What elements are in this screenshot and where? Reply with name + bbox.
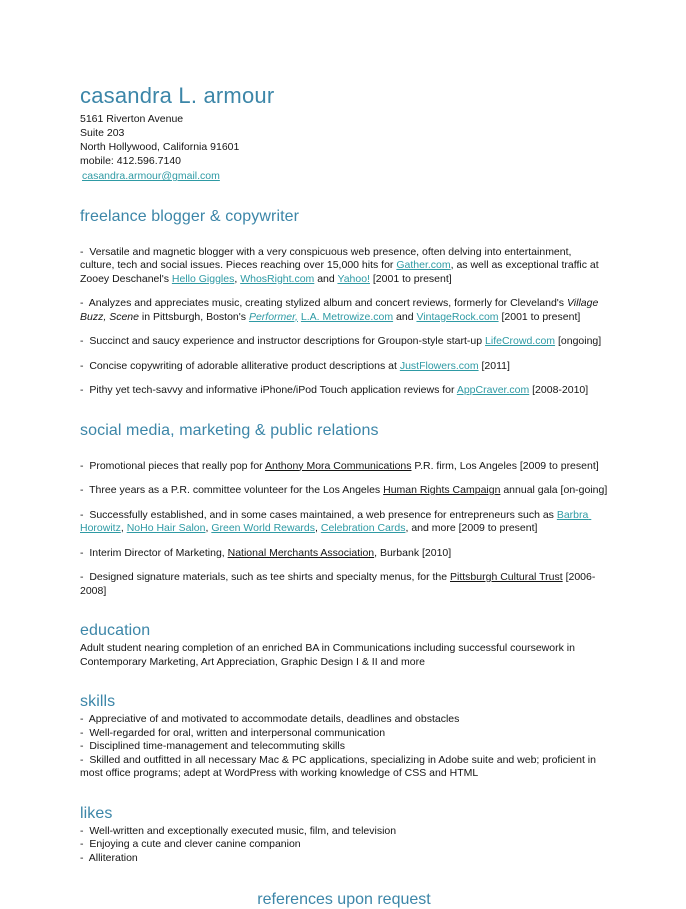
- text-run: and: [393, 310, 417, 323]
- text-run: - Succinct and saucy experience and instructor descriptions for Groupon-style start-up: [80, 335, 486, 347]
- link-justflowers-com[interactable]: JustFlowers.com: [399, 359, 479, 372]
- section-likes: [80, 805, 608, 866]
- bullet-item: - Skilled and outfitted in all necessary Mac & PC applications, specializing in Adobe suite and web; proficient in most office programs; adept at WordPress with working knowledge of CSS and HTML: [80, 753, 596, 779]
- text-run: ,: [315, 522, 321, 534]
- bullet-item: - Appreciative of and motivated to accommodate details, deadlines and obstacles: [80, 713, 460, 725]
- bullet-item: [80, 335, 608, 349]
- text-run: ,: [234, 272, 241, 285]
- text-run: and: [314, 272, 338, 285]
- text-run: in Pittsburgh, Boston's: [138, 310, 249, 323]
- italic-text: Village Buzz: [80, 297, 602, 323]
- text-run: [2001 to present]: [498, 310, 581, 323]
- text-run: - Concise copywriting of adorable alliterative product descriptions at: [80, 359, 400, 372]
- address-line: Suite 203: [80, 127, 125, 139]
- text-run: - Promotional pieces that really pop for: [80, 459, 266, 472]
- link-yahoo[interactable]: Yahoo!: [337, 272, 370, 285]
- section-social-media: [80, 422, 608, 599]
- text-run: , as well as exceptional traffic at Zooey Deschanel's: [80, 259, 602, 285]
- bullet-item: [80, 384, 608, 398]
- address-line: North Hollywood, California 91601: [80, 141, 240, 153]
- text-run: - Pithy yet tech-savvy and informative iPhone/iPod Touch application reviews for: [80, 384, 457, 396]
- bullet-item: - Alliteration: [80, 851, 138, 864]
- link-whosright-com[interactable]: WhosRight.com: [240, 272, 315, 285]
- section-heading-skills: skills: [80, 693, 116, 710]
- link-pittsburgh-cultural-trust[interactable]: Pittsburgh Cultural Trust: [450, 571, 563, 583]
- link-gather-com[interactable]: Gather.com: [396, 259, 451, 271]
- education-text: Adult student nearing completion of an enriched BA in Communications including successful coursework in Contemporary Marketing, Art Appreciation, Graphic Design I & II and more: [80, 642, 575, 668]
- section-freelance: [80, 208, 608, 398]
- text-run: - Analyzes and appreciates music, creating stylized album and concert reviews, formerly for Cleveland's: [80, 297, 567, 309]
- link-green-world-rewards[interactable]: Green World Rewards: [211, 522, 316, 534]
- text-run: ,: [205, 522, 212, 534]
- bullet-item: [80, 360, 608, 374]
- section-heading-education: education: [80, 622, 151, 639]
- text-run: [2006- 2008]: [80, 571, 599, 597]
- section-education: [80, 622, 608, 669]
- link-anthony-mora-communications[interactable]: Anthony Mora Communications: [265, 459, 412, 472]
- text-run: [2001 to present]: [369, 272, 452, 285]
- link-celebration-cards[interactable]: Celebration Cards: [320, 522, 406, 534]
- link-appcraver-com[interactable]: AppCraver.com: [456, 384, 530, 396]
- italic-text: ,: [103, 310, 110, 323]
- bullet-item: - Disciplined time-management and telecommuting skills: [80, 740, 345, 752]
- text-run: - Three years as a P.R. committee volunteer for the Los Angeles: [80, 484, 384, 496]
- bullet-item: [80, 547, 608, 561]
- phone-line: mobile: 412.596.7140: [80, 155, 181, 167]
- text-run: - Designed signature materials, such as tee shirts and specialty menus, for the: [80, 571, 451, 583]
- bullet-item: - Well-written and exceptionally executed music, film, and television: [80, 824, 397, 837]
- email-link[interactable]: casandra.armour@gmail.com: [82, 170, 220, 182]
- bullet-item: [80, 297, 608, 324]
- link-lifecrowd-com[interactable]: LifeCrowd.com: [485, 335, 556, 347]
- bullet-item: - Enjoying a cute and clever canine companion: [80, 838, 301, 850]
- bullet-item: [80, 484, 608, 498]
- text-run: , Burbank [2010]: [374, 546, 452, 559]
- resume-header: [80, 84, 608, 184]
- bullet-item: [80, 460, 608, 474]
- link-performer[interactable]: Performer,: [248, 310, 298, 323]
- link-vintagerock-com[interactable]: VintageRock.com: [416, 310, 499, 323]
- text-run: [2008-2010]: [529, 384, 589, 396]
- link-barbra-horowitz[interactable]: Barbra Horowitz: [80, 508, 592, 534]
- text-run: annual gala [on-going]: [500, 484, 608, 496]
- link-human-rights-campaign[interactable]: Human Rights Campaign: [383, 484, 501, 496]
- link-l-a-metrowize-com[interactable]: L.A. Metrowize.com: [300, 310, 394, 323]
- bullet-item: [80, 509, 608, 536]
- bullet-item: [80, 571, 608, 598]
- bullet-item: [80, 246, 608, 287]
- section-heading-social-media: social media, marketing & public relations: [80, 421, 379, 439]
- resume-name: casandra L. armour: [80, 83, 275, 108]
- text-run: P.R. firm, Los Angeles [2009 to present]: [411, 459, 599, 472]
- section-heading-freelance: freelance blogger & copywriter: [80, 207, 300, 225]
- text-run: [2011]: [478, 359, 510, 372]
- text-run: ,: [120, 522, 127, 534]
- address-block: [80, 112, 608, 184]
- text-run: - Successfully established, and in some cases maintained, a web presence for entrepreneurs such as: [80, 508, 557, 521]
- references-note: references upon request: [257, 891, 431, 908]
- section-skills: [80, 693, 608, 781]
- section-heading-likes: likes: [80, 804, 113, 822]
- link-hello-giggles[interactable]: Hello Giggles: [171, 272, 235, 285]
- text-run: - Versatile and magnetic blogger with a very conspicuous web presence, often delving into entertainment, culture, tech and social issues. Pieces reaching over 15,000 hits for: [80, 245, 575, 271]
- address-line: 5161 Riverton Avenue: [80, 113, 184, 125]
- link-noho-hair-salon[interactable]: NoHo Hair Salon: [126, 522, 206, 534]
- text-run: - Interim Director of Marketing,: [80, 546, 228, 559]
- bullet-item: - Well-regarded for oral, written and interpersonal communication: [80, 726, 386, 739]
- text-run: , and more [2009 to present]: [405, 522, 538, 534]
- link-national-merchants-association[interactable]: National Merchants Association: [227, 546, 375, 559]
- text-run: [ongoing]: [555, 335, 602, 347]
- italic-text: Scene: [109, 310, 139, 323]
- sections: [80, 208, 608, 866]
